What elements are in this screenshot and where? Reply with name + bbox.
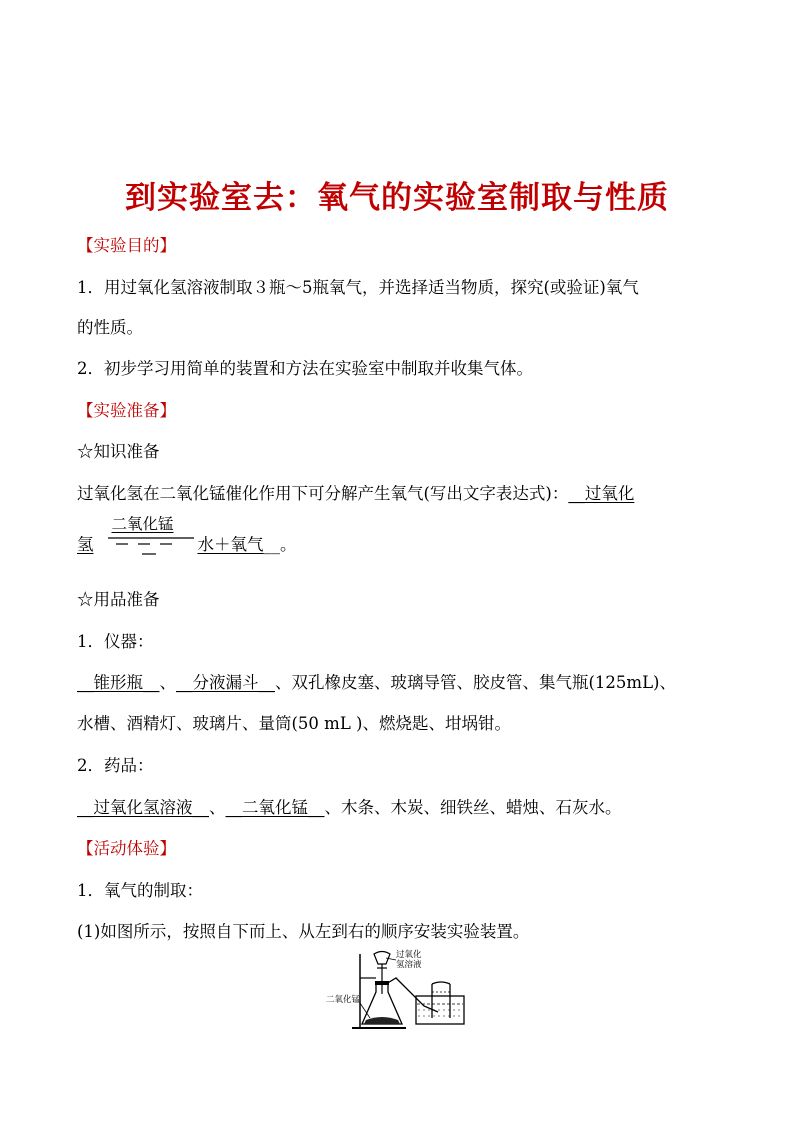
supplies-heading: ☆用品准备 xyxy=(77,590,160,609)
answer-blank-instrument-2: __分液漏斗__ xyxy=(176,673,275,692)
reagents-label: 2．药品： xyxy=(77,756,154,775)
knowledge-line-2 xyxy=(77,515,297,555)
answer-blank-3: 水＋氧气 xyxy=(197,535,264,554)
label-funnel-line-1: 过氧化 xyxy=(396,950,422,960)
answer-blank-instrument-1: __锥形瓶__ xyxy=(77,673,160,692)
knowledge-text: 过氧化氢在二氧化锰催化作用下可分解产生氧气(写出文字表达式)： xyxy=(77,484,569,503)
activity-step-1: (1)如图所示，按照自下而上、从左到右的顺序安装实验装置。 xyxy=(77,922,530,941)
instruments-line-1 xyxy=(77,669,676,693)
activity-item-1: 1．氧气的制取： xyxy=(77,881,203,900)
purpose-item-2: 2．初步学习用简单的装置和方法在实验室中制取并收集气体。 xyxy=(77,359,533,378)
label-funnel-line-2: 氢溶液 xyxy=(396,960,422,970)
answer-blank-2: 氢 xyxy=(77,535,94,554)
purpose-item-1-line-1: 1．用过氧化氢溶液制取３瓶～5瓶氧气，并选择适当物质，探究(或验证)氧气 xyxy=(77,278,639,297)
instruments-rest: 、双孔橡皮塞、玻璃导管、胶皮管、集气瓶(125mL)、 xyxy=(275,673,676,692)
knowledge-heading: ☆知识准备 xyxy=(77,442,160,461)
page-title: 到实验室去：氧气的实验室制取与性质 xyxy=(125,180,669,216)
reagents-rest: 、木条、木炭、细铁丝、蜡烛、石灰水。 xyxy=(324,798,622,817)
reagents-line xyxy=(77,794,622,818)
purpose-item-1-line-2: 的性质。 xyxy=(77,318,143,337)
reaction-condition-arrow xyxy=(94,515,198,550)
answer-blank-1: __过氧化 xyxy=(568,484,635,503)
catalyst-label: 二氧化锰 xyxy=(111,515,174,533)
separator: 、 xyxy=(159,673,176,692)
section-heading-purpose: 【实验目的】 xyxy=(77,236,176,255)
label-mno2: 二氧化锰 xyxy=(326,995,361,1005)
instruments-label: 1．仪器： xyxy=(77,632,154,651)
separator: 、 xyxy=(209,798,226,817)
oxygen-apparatus-diagram xyxy=(326,948,476,1034)
knowledge-tail: __。 xyxy=(263,535,297,554)
answer-blank-reagent-2: __二氧化锰__ xyxy=(225,798,325,817)
section-heading-activity: 【活动体验】 xyxy=(77,839,176,858)
knowledge-line-1 xyxy=(77,480,634,504)
answer-blank-reagent-1: __过氧化氢溶液__ xyxy=(77,798,209,817)
section-heading-preparation: 【实验准备】 xyxy=(77,401,176,420)
instruments-line-2: 水槽、酒精灯、玻璃片、量筒(50 mL )、燃烧匙、坩埚钳。 xyxy=(77,714,511,733)
